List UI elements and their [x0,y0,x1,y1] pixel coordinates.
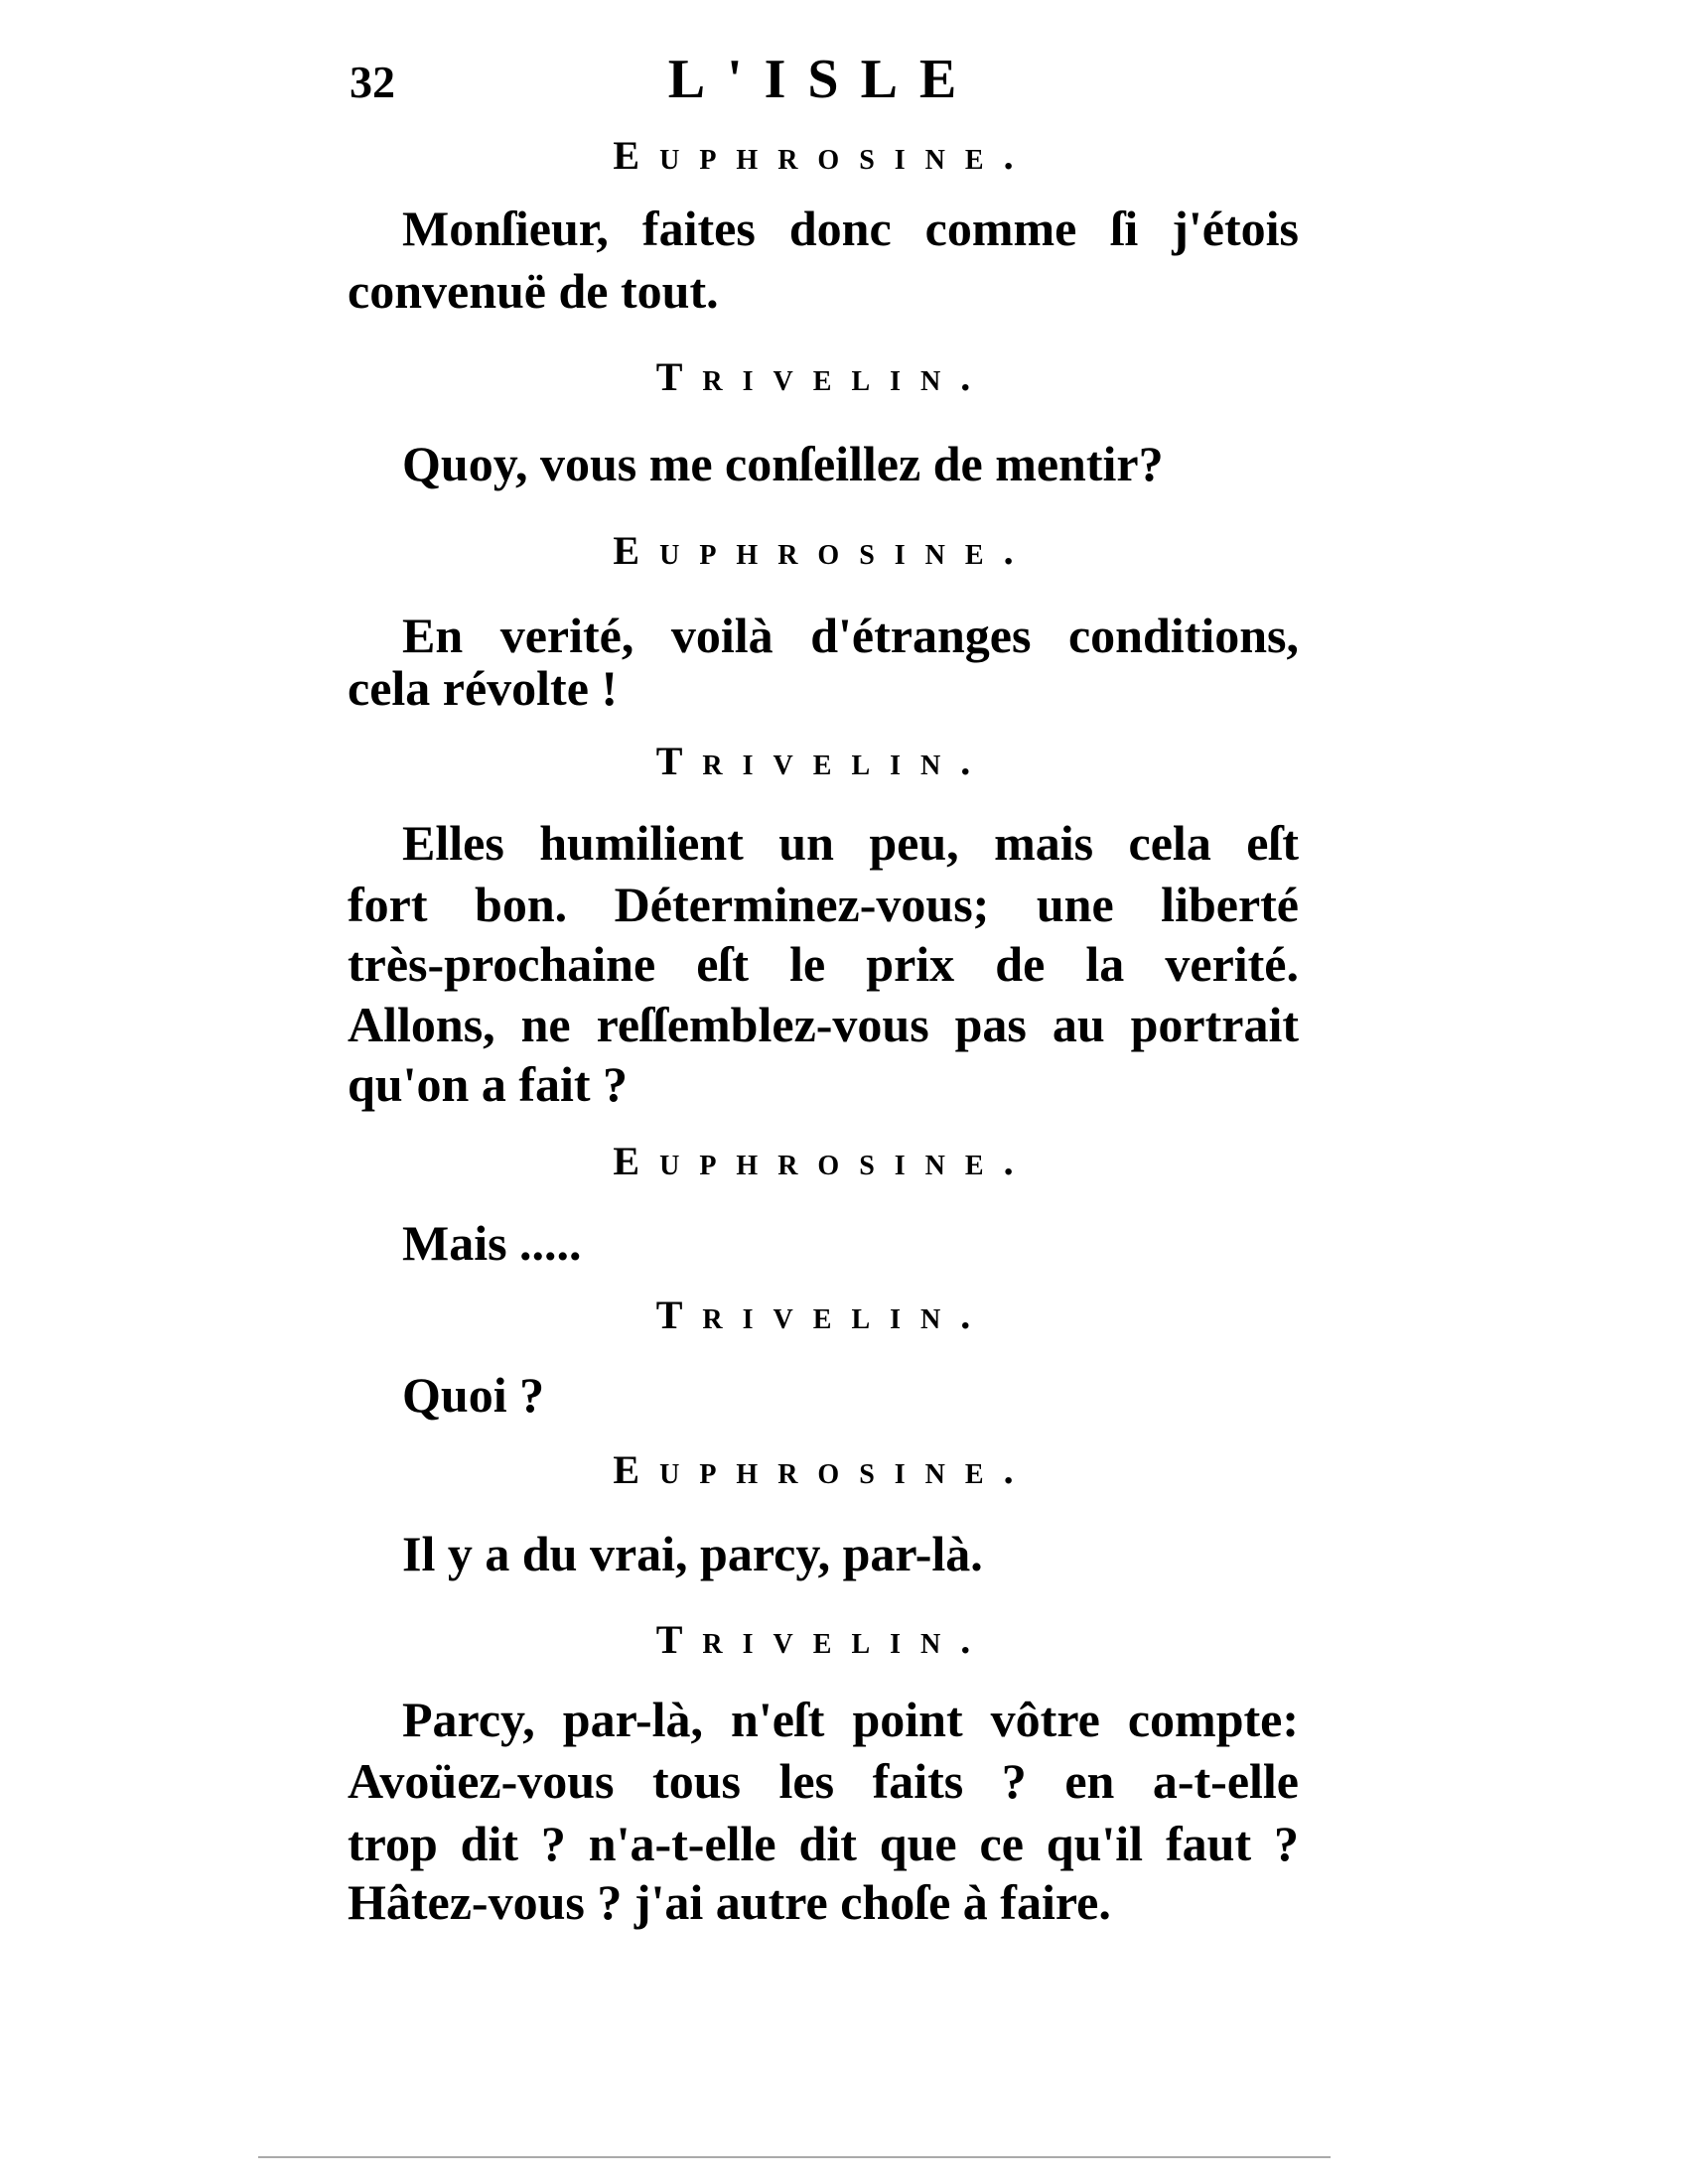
text-line: Parcy, par-là, n'eſt point vôtre compte: [402,1692,1299,1747]
text-line: Elles humilient un peu, mais cela eſt [402,815,1299,871]
text-line: cela révolte ! [348,660,619,716]
running-title: L'ISLE [667,49,979,110]
text-line: très-prochaine eſt le prix de la verité. [348,936,1299,992]
text-line: Quoi ? [402,1367,545,1423]
speaker-trivelin: Trivelin. [655,354,991,399]
speaker-euphrosine: Euphrosine. [613,1139,1034,1183]
text-line: Monſieur, faites donc comme ſi j'étois [402,201,1299,256]
text-line: Allons, ne reſſemblez-vous pas au portrait [348,997,1299,1052]
text-line: Mais ..... [402,1215,582,1271]
text-line: Avoüez-vous tous les faits ? en a-t-elle [348,1753,1299,1809]
text-line: Hâtez-vous ? j'ai autre choſe à faire. [348,1874,1111,1930]
text-line: Quoy, vous me conſeillez de mentir? [402,436,1164,491]
speaker-trivelin: Trivelin. [655,1293,991,1337]
text-line: qu'on a fait ? [348,1056,629,1112]
speaker-trivelin: Trivelin. [655,739,991,783]
speaker-euphrosine: Euphrosine. [613,1447,1034,1492]
text-line: Il y a du vrai, parcy, par-là. [402,1526,983,1581]
text-line: fort bon. Déterminez-vous; une liberté [348,877,1299,932]
speaker-euphrosine: Euphrosine. [613,133,1034,178]
page-number: 32 [350,57,395,107]
text-line: En verité, voilà d'étranges conditions, [402,608,1299,663]
speaker-trivelin: Trivelin. [655,1617,991,1662]
text-line: trop dit ? n'a-t-elle dit que ce qu'il faut ? [348,1816,1299,1871]
text-line: convenuë de tout. [348,263,719,319]
scan-edge-line [258,2156,1331,2158]
speaker-euphrosine: Euphrosine. [613,528,1034,573]
